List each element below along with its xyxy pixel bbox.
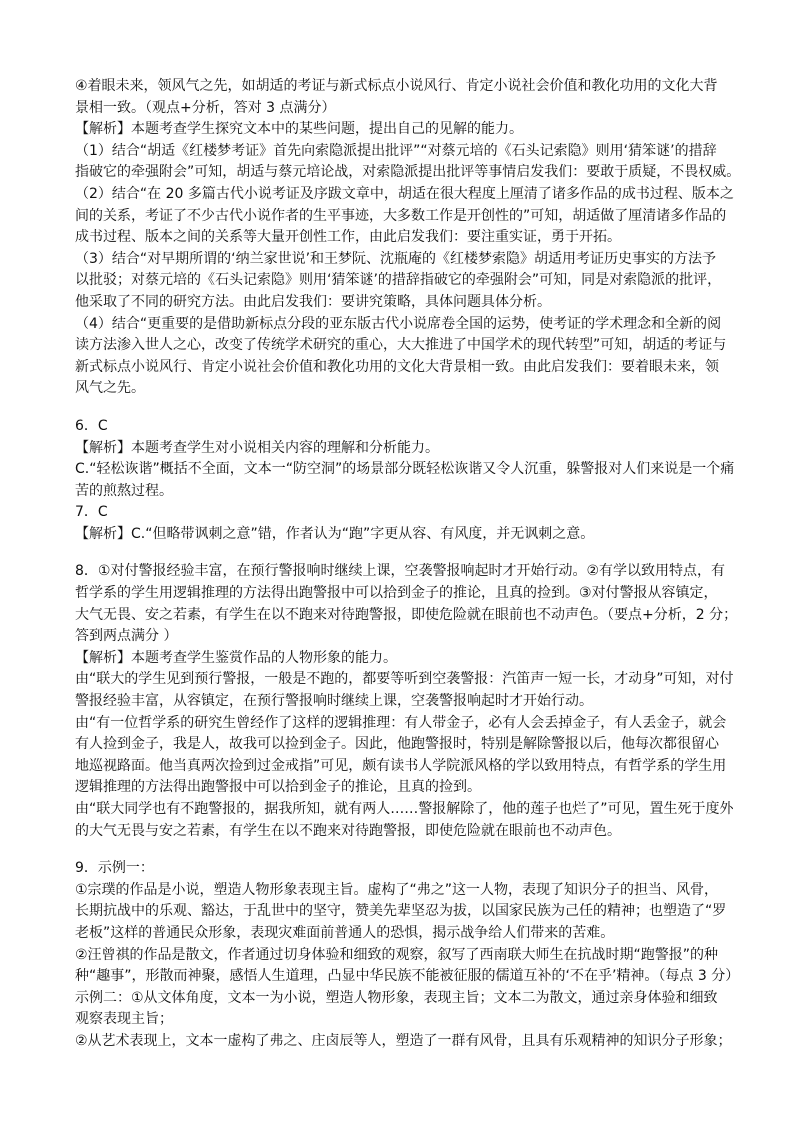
text-line: 6．C — [75, 417, 108, 434]
text-line: 间的关系，考证了不少古代小说作者的生平事迹，大多数工作是开创性的”可知，胡适做了厘清诸多作品的 — [75, 207, 727, 224]
text-line: 新式标点小说风行、肯定小说社会价值和教化功用的文化大背景相一致。由此启发我们：要着眼未来，领 — [75, 358, 719, 375]
answer-section — [75, 858, 740, 1052]
text-line: 成书过程、版本之间的关系等大量开创性工作，由此启发我们：要注重实证，勇于开拓。 — [75, 229, 621, 246]
text-line: 答到两点满分 ） — [75, 628, 178, 645]
text-line: 有人捡到金子，我是人，故我可以捡到金子。因此，他跑警报时，特别是解除警报以后，他每次都很留心 — [75, 736, 719, 753]
text-line: 长期抗战中的乐观、豁达，于乱世中的坚守，赞美先辈坚忍为拔，以国家民族为己任的精神；也塑造了“罗 — [75, 903, 727, 920]
text-line: （2）结合“在 20 多篇古代小说考证及序跋文章中，胡适在很大程度上厘清了诸多作品的成书过程、版本之 — [75, 185, 734, 202]
text-line: 风气之先。 — [75, 380, 145, 397]
text-line: 由“联大同学也有不跑警报的，据我所知，就有两人……警报解除了，他的莲子也烂了”可见，置生死于度外 — [75, 801, 734, 817]
text-line: 由“有一位哲学系的研究生曾经作了这样的逻辑推理：有人带金子，必有人会丢掉金子，有人丢金子，就会 — [75, 714, 727, 731]
text-line: ②汪曾祺的作品是散文，作者通过切身体验和细致的观察，叙写了西南联大师生在抗战时期“跑警报”的种 — [75, 946, 719, 963]
text-line: 地巡视路面。他当真两次捡到过金戒指”可见，颇有读书人学院派风格的学以致用特点，有哲学系的学生用 — [75, 757, 727, 774]
text-line: 指破它的牵强附会”可知，胡适与蔡元培论战，对索隐派提出批评等事情启发我们：要敢于质疑，不畏权威。 — [75, 164, 741, 181]
answer-section — [75, 561, 738, 842]
text-line: 逻辑推理的方法得出跑警报中可以拾到金子的推论，且真的捡到。 — [75, 779, 481, 796]
text-line: （3）结合“对早期所谓的‘纳兰家世说’和王梦阮、沈瓶庵的《红楼梦索隐》胡适用考证历史事实的方法予 — [75, 250, 717, 267]
text-line: 观察表现主旨； — [75, 1011, 173, 1028]
answer-section — [75, 76, 741, 400]
text-line: 的大气无畏与安之若素，有学生在以不跑来对待跑警报，即使危险就在眼前也不动声色。 — [75, 822, 621, 839]
text-line: 种“趣事”，形散而神聚，感悟人生道理，凸显中华民族不能被征服的儒道互补的‘不在乎’精神。（每点 3 分） — [75, 968, 740, 985]
text-line: 8．①对付警报经验丰富，在预行警报响时继续上课，空袭警报响起时才开始行动。②有学以致用特点，有 — [75, 563, 726, 580]
text-line: 景相一致。（观点+分析，答对 3 点满分） — [75, 99, 336, 116]
text-line: 【解析】本题考查学生鉴赏作品的人物形象的能力。 — [75, 649, 397, 666]
document-body — [75, 76, 741, 1053]
text-line: （1）结合“胡适《红楼梦考证》首先向索隐派提出批评”“对蔡元培的《石头记索隐》则用‘猜笨谜’的措辞 — [75, 142, 717, 159]
text-line: 读方法渗入世人之心，改变了传统学术研究的重心，大大推进了中国学术的现代转型”可知，胡适的考证与 — [75, 337, 727, 354]
text-line: 大气无畏、安之若素，有学生在以不跑来对待跑警报，即使危险就在眼前也不动声色。（要点+分析，2 分； — [75, 606, 738, 623]
text-line: 苦的煎熬过程。 — [75, 482, 173, 499]
text-line: 哲学系的学生用逻辑推理的方法得出跑警报中可以拾到金子的推论，且真的捡到。③对付警报从容镇定， — [75, 585, 718, 602]
answer-section — [75, 416, 735, 546]
text-line: 示例二：①从文体角度，文本一为小说，塑造人物形象，表现主旨；文本二为散文，通过亲身体验和细致 — [75, 989, 718, 1006]
paragraph-gap — [75, 842, 725, 858]
text-line: 他采取了不同的研究方法。由此启发我们：要讲究策略，具体问题具体分析。 — [75, 293, 551, 310]
text-line: ④着眼未来，领风气之先，如胡适的考证与新式标点小说风行、肯定小说社会价值和教化功用的文化大背 — [75, 78, 718, 94]
text-line: 【解析】本题考查学生对小说相关内容的理解和分析能力。 — [75, 439, 439, 456]
text-line: C.“轻松诙谐”概括不全面，文本一“防空洞”的场景部分既轻松诙谐又令人沉重，躲警报对人们来说是一个痛 — [75, 461, 735, 478]
text-line: 老板”这样的普通民众形象，表现灾难面前普通人的恐惧，揭示战争给人们带来的苦难。 — [75, 924, 615, 941]
text-line: 9．示例一： — [75, 860, 154, 877]
text-line: 7．C — [75, 504, 108, 521]
text-line: 以批驳；对蔡元培的《石头记索隐》则用‘猜笨谜’的措辞指破它的牵强附会”可知，同是对索隐派的批评， — [75, 272, 722, 289]
text-line: 警报经验丰富，从容镇定，在预行警报响时继续上课，空袭警报响起时才开始行动。 — [75, 693, 593, 710]
text-line: ①宗璞的作品是小说，塑造人物形象表现主旨。虚构了“弗之”这一人物，表现了知识分子的担当、风骨， — [75, 881, 719, 898]
paragraph-gap — [75, 400, 725, 416]
text-line: 【解析】本题考查学生探究文本中的某些问题，提出自己的见解的能力。 — [75, 121, 523, 138]
text-line: 由“联大的学生见到预行警报，一般是不跑的，都要等听到空袭警报：汽笛声一短一长，才动身”可知，对付 — [75, 671, 734, 688]
paragraph-gap — [75, 545, 725, 561]
text-line: （4）结合“更重要的是借助新标点分段的亚东版古代小说席卷全国的运势，使考证的学术理念和全新的阅 — [75, 315, 722, 332]
text-line: 【解析】C.“但略带讽刺之意”错，作者认为“跑”字更从容、有风度，并无讽刺之意。 — [75, 525, 595, 542]
text-line: ②从艺术表现上，文本一虚构了弗之、庄卤辰等人，塑造了一群有风骨，且具有乐观精神的知识分子形象； — [75, 1032, 732, 1049]
